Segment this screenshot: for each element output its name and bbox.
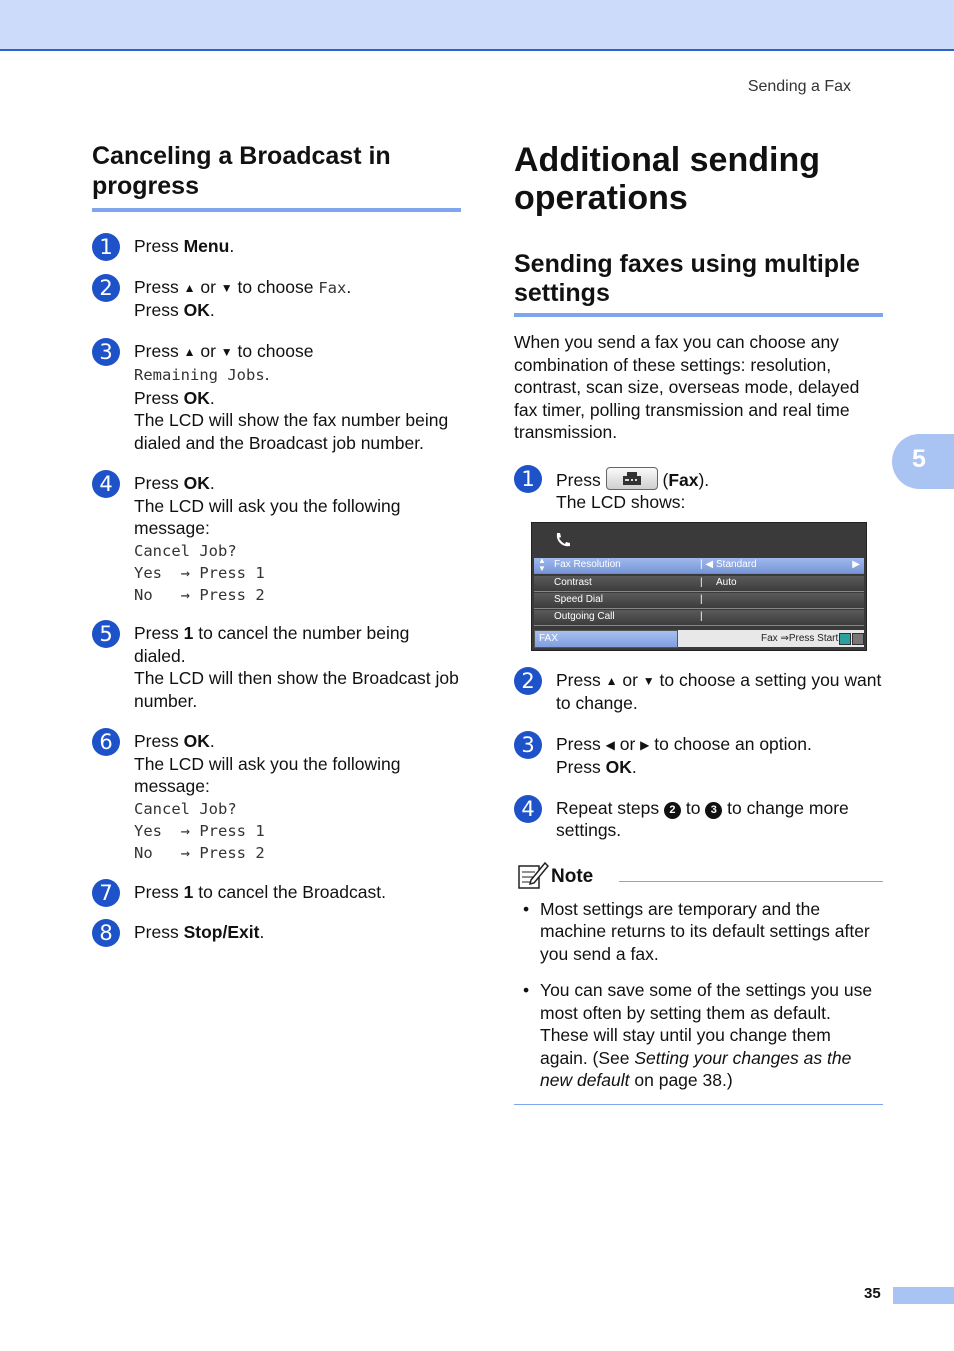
fax-key-icon xyxy=(606,467,658,490)
chapter-section-title: Additional sending operations xyxy=(514,141,820,217)
lcd-message: Cancel Job? xyxy=(134,541,237,560)
step-badge: 3 xyxy=(92,338,120,366)
step-badge: 4 xyxy=(514,795,542,823)
lcd-text: Remaining Jobs xyxy=(134,366,265,384)
lcd-row-outgoing-call: Outgoing Call | xyxy=(534,610,864,626)
up-arrow-icon: ▲ xyxy=(183,344,196,359)
running-header: Sending a Fax xyxy=(747,78,851,95)
note-item: • Most settings are temporary and the machine returns to its default settings after you send a fax. xyxy=(514,898,883,966)
step-1-fax: 1 Press (Fax). The LCD shows: xyxy=(514,467,883,514)
chapter-number: 5 xyxy=(912,445,926,473)
fax-key-label: Fax xyxy=(668,469,699,490)
step-5: 5 Press 1 to cancel the number being dialed. The LCD will then show the Broadcast job number. xyxy=(92,622,461,712)
note-title: Note xyxy=(551,865,594,887)
intro-paragraph: When you send a fax you can choose any combination of these settings: resolution, contrast, scan size, overseas mode, delayed fax timer, polling transmission and real time transmission. xyxy=(514,332,860,442)
down-arrow-icon: ▼ xyxy=(642,673,655,688)
right-column xyxy=(514,141,883,1105)
scroll-arrows-icon: ▲ ▼ xyxy=(538,555,546,573)
step-badge: 1 xyxy=(514,465,542,493)
step-4: 4 Press OK. The LCD will ask you the following message: Cancel Job? Yes → Press 1 No → Press 2 xyxy=(92,472,461,606)
step-badge: 2 xyxy=(514,667,542,695)
lcd-row-fax-resolution: ▲ ▼ Fax Resolution | ◀ Standard ▶ xyxy=(534,558,864,574)
step-6: 6 Press OK. The LCD will ask you the following message: Cancel Job? Yes → Press 1 No → Press 2 xyxy=(92,730,461,864)
lcd-message: Cancel Job? xyxy=(134,799,237,818)
note-pencil-icon xyxy=(517,860,549,890)
cross-reference-link[interactable]: Setting your changes as the new default xyxy=(540,1047,852,1090)
note-item: • You can save some of the settings you use most often by setting them as default. These will stay until you change them again. (See Setting your changes as the new default on page 38.) xyxy=(514,979,883,1092)
step-7: 7 Press 1 to cancel the Broadcast. xyxy=(92,881,461,904)
left-arrow-icon: ◀ xyxy=(605,737,615,752)
lcd-row-speed-dial: Speed Dial | xyxy=(534,593,864,609)
ok-key-label: OK xyxy=(605,757,632,777)
up-arrow-icon: ▲ xyxy=(605,673,618,688)
phone-icon xyxy=(554,531,572,549)
step-4-repeat: 4 Repeat steps 2 to 3 to change more settings. xyxy=(514,797,883,842)
step-1: 1 Press Menu. xyxy=(92,235,461,258)
note-list xyxy=(514,898,883,1092)
section-title-canceling: Canceling a Broadcast in progress xyxy=(92,141,461,212)
step-8: 8 Press Stop/Exit. xyxy=(92,921,461,944)
step-badge: 7 xyxy=(92,879,120,907)
lcd-row-contrast: Contrast | Auto xyxy=(534,576,864,592)
step-badge: 3 xyxy=(514,731,542,759)
step-badge: 5 xyxy=(92,620,120,648)
down-arrow-icon: ▼ xyxy=(220,344,233,359)
right-arrow-icon: ▶ xyxy=(852,558,860,570)
lcd-message: Yes → Press 1 xyxy=(134,822,265,841)
step-ref-icon: 2 xyxy=(664,802,681,819)
step-2: 2 Press ▲ or ▼ to choose Fax. Press OK. xyxy=(92,276,461,322)
page-number-bar xyxy=(893,1287,954,1304)
note-header xyxy=(514,860,883,892)
step-ref-icon: 3 xyxy=(705,802,722,819)
top-color-band xyxy=(0,0,954,51)
step-badge: 6 xyxy=(92,728,120,756)
up-arrow-icon: ▲ xyxy=(183,280,196,295)
step-3-choose-option: 3 Press ◀ or ▶ to choose an option. Press OK. xyxy=(514,733,883,779)
ok-key-label: OK xyxy=(183,731,210,752)
step-badge: 4 xyxy=(92,470,120,498)
lcd-status-bar xyxy=(534,630,864,647)
lcd-message: No → Press 2 xyxy=(134,844,265,863)
lcd-text: Fax xyxy=(318,278,347,297)
menu-key-label: Menu xyxy=(183,236,230,256)
step-2-choose-setting: 2 Press ▲ or ▼ to choose a setting you want to change. xyxy=(514,669,883,715)
note-end-rule xyxy=(514,1104,883,1105)
lcd-message: Yes → Press 1 xyxy=(134,563,265,582)
step-badge: 8 xyxy=(92,919,120,947)
stop-exit-key-label: Stop/Exit xyxy=(183,922,260,943)
lcd-hint: Fax ⇒Press Start xyxy=(761,632,839,644)
page-number: 35 xyxy=(864,1285,881,1302)
step-badge: 1 xyxy=(92,233,120,261)
color-start-icon xyxy=(839,633,851,645)
note-rule xyxy=(619,881,883,882)
subsection-title: Sending faxes using multiple settings xyxy=(514,250,883,317)
lcd-message: No → Press 2 xyxy=(134,586,265,605)
mono-start-icon xyxy=(852,633,864,645)
lcd-screen xyxy=(531,522,867,651)
chapter-tab xyxy=(892,434,954,489)
ok-key-label: OK xyxy=(183,473,210,493)
step-3: 3 Press ▲ or ▼ to choose Remaining Jobs. Press OK. The LCD will show the fax number being dialed and the Broadcast job number. xyxy=(92,340,461,455)
ok-key-label: OK xyxy=(183,387,210,408)
step-badge: 2 xyxy=(92,274,120,302)
ok-key-label: OK xyxy=(183,300,210,320)
lcd-mode-indicator: FAX xyxy=(534,630,678,648)
right-arrow-icon: ▶ xyxy=(640,737,650,752)
down-arrow-icon: ▼ xyxy=(220,280,233,295)
left-column xyxy=(92,141,461,944)
